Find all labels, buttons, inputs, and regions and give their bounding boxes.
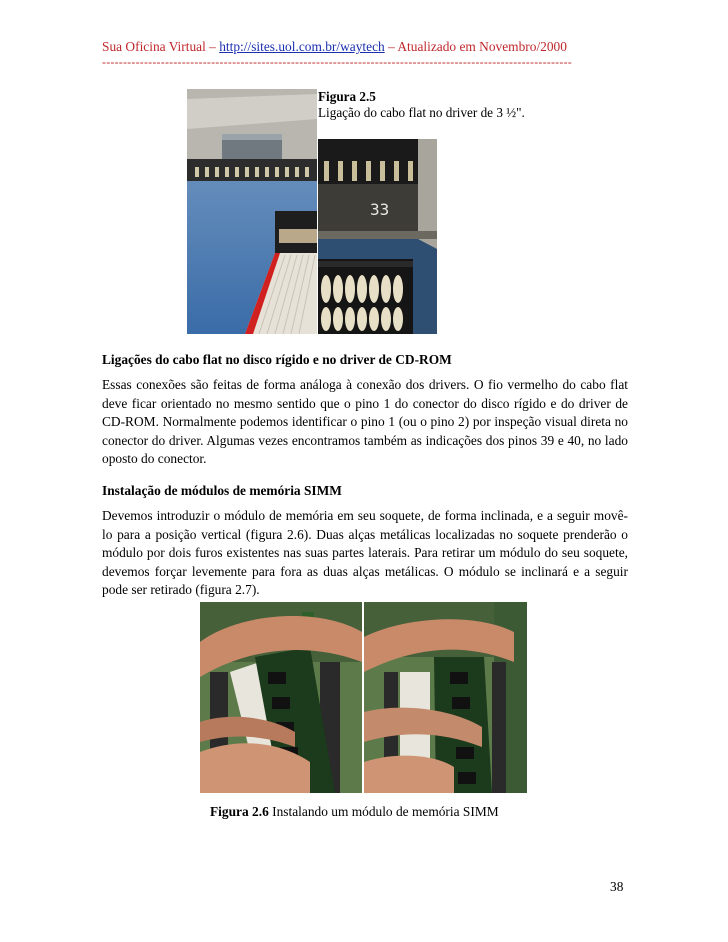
page-header <box>102 39 632 55</box>
figure-2-6-title: Figura 2.6 <box>210 804 269 819</box>
figure-2-6-photo-right <box>364 602 527 793</box>
section-paragraph-simm: Devemos introduzir o módulo de memória em seu soquete, de forma inclinada, e a seguir movê-lo para a posição vertical (figura 2.6). Duas alças metálicas localizadas no soquete prenderão o módulo por dois furos existentes nas suas partes laterais. Para retirar um módulo do seu soquete, devemos forçar levemente para fora as duas alças metálicas. O módulo se inclinará e a seguir pode ser retirado (figura 2.7). <box>102 508 628 598</box>
section-heading-cable: Ligações do cabo flat no disco rígido e no driver de CD-ROM <box>102 352 452 367</box>
figure-2-5-title: Figura 2.5 <box>318 89 376 104</box>
page-number: 38 <box>610 879 624 894</box>
figure-2-5-photo-left <box>187 89 317 334</box>
figure-2-5-label-33: 33 <box>370 200 390 219</box>
section-paragraph-cable: Essas conexões são feitas de forma análoga à conexão dos drivers. O fio vermelho do cabo flat deve ficar orientado no mesmo sentido que o pino 1 do conector do disco rígido e do driver de CD-ROM. Normalmente podemos identificar o pino 1 (ou o pino 2) por inspeção visual direta no conector do driver. Algumas vezes encontramos também as indicações dos pinos 39 e 40, no lado oposto do conector. <box>102 377 628 467</box>
figure-2-6-text: Instalando um módulo de memória SIMM <box>268 804 499 819</box>
header-link[interactable]: http://sites.uol.com.br/waytech <box>219 39 385 54</box>
section-heading-simm: Instalação de módulos de memória SIMM <box>102 483 342 498</box>
figure-2-5-text: Ligação do cabo flat no driver de 3 ½". <box>318 105 525 120</box>
figure-2-6-photo-left <box>200 602 362 793</box>
header-suffix: – Atualizado em Novembro/2000 <box>384 39 567 54</box>
header-prefix: Sua Oficina Virtual – <box>102 39 220 54</box>
figure-2-6-caption <box>210 804 499 820</box>
figure-2-5-photo-right <box>318 139 437 334</box>
header-rule: ---------------------------------------------------------------------------------------------------------------- <box>102 55 572 69</box>
figure-2-5-caption <box>318 89 544 121</box>
